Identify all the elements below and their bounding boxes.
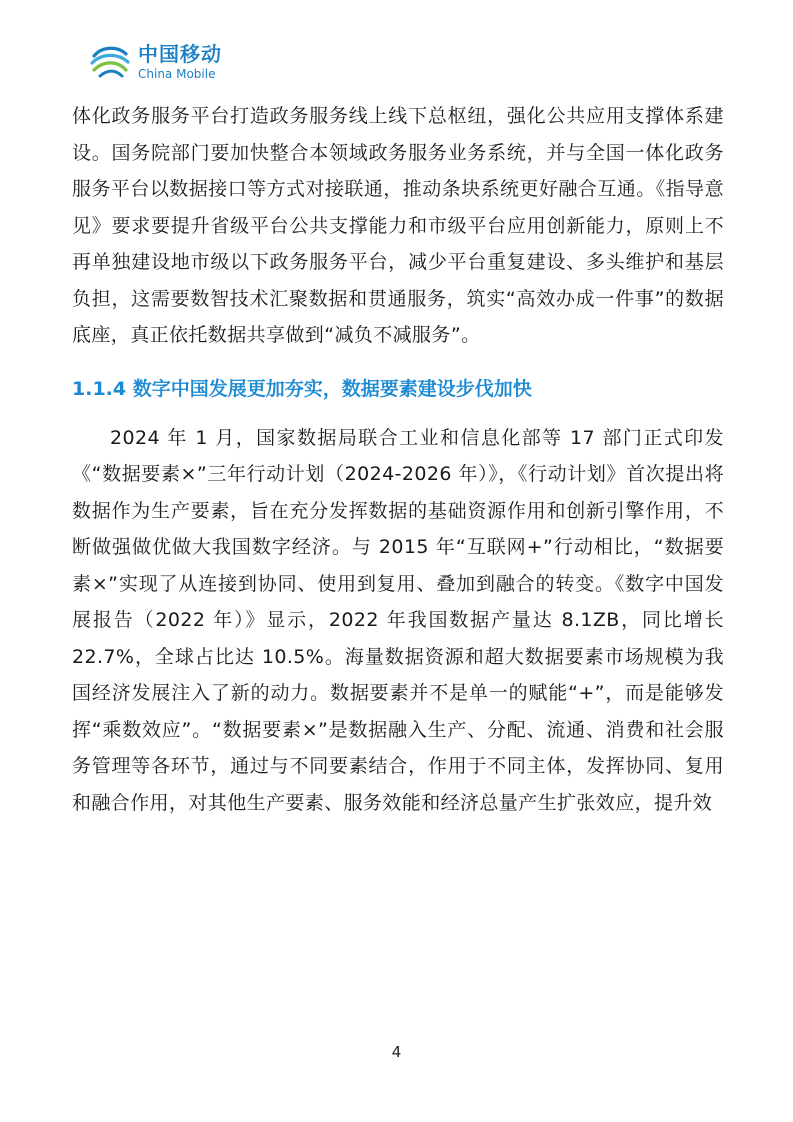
china-mobile-logo	[88, 38, 222, 86]
china-mobile-swirl-icon	[88, 40, 132, 84]
body-paragraph-2: 2024 年 1 月，国家数据局联合工业和信息化部等 17 部门正式印发《“数据要素×”三年行动计划（2024-2026 年）》，《行动计划》首次提出将数据作为生产要素，旨在充分发挥数据的基础资源作用和创新引擎作用，不断做强做优做大我国数字经济。与 2015 年“互联网+”行动相比，“数据要素×”实现了从连接到协同、使用到复用、叠加到融合的转变。《数字中国发展报告（2022 年）》显示，2022 年我国数据产量达 8.1ZB，同比增长 22.7%，全球占比达 10.5%。海量数据资源和超大数据要素市场规模为我国经济发展注入了新的动力。数据要素并不是单一的赋能“+”，而是能够发挥“乘数效应”。“数据要素×”是数据融入生产、分配、流通、消费和社会服务管理等各环节，通过与不同要素结合，作用于不同主体，发挥协同、复用和融合作用，对其他生产要素、服务效能和经济总量产生扩张效应，提升效	[72, 426, 724, 814]
logo-text	[138, 44, 222, 80]
section-heading: 1.1.4 数字中国发展更加夯实，数据要素建设步伐加快	[72, 377, 532, 400]
document-body	[72, 98, 724, 821]
page-number: 4	[391, 1043, 402, 1061]
body-paragraph-1: 体化政务服务平台打造政务服务线上线下总枢纽，强化公共应用支撑体系建设。国务院部门要加快整合本领域政务服务业务系统，并与全国一体化政务服务平台以数据接口等方式对接联通，推动条块系统更好融合互通。《指导意见》要求要提升省级平台公共支撑能力和市级平台应用创新能力，原则上不再单独建设地市级以下政务服务平台，减少平台重复建设、多头维护和基层负担，这需要数智技术汇聚数据和贯通服务，筑实“高效办成一件事”的数据底座，真正依托数据共享做到“减负不减服务”。	[72, 105, 724, 346]
logo-chinese-name: 中国移动	[138, 42, 222, 66]
logo-english-name: China Mobile	[138, 67, 216, 81]
